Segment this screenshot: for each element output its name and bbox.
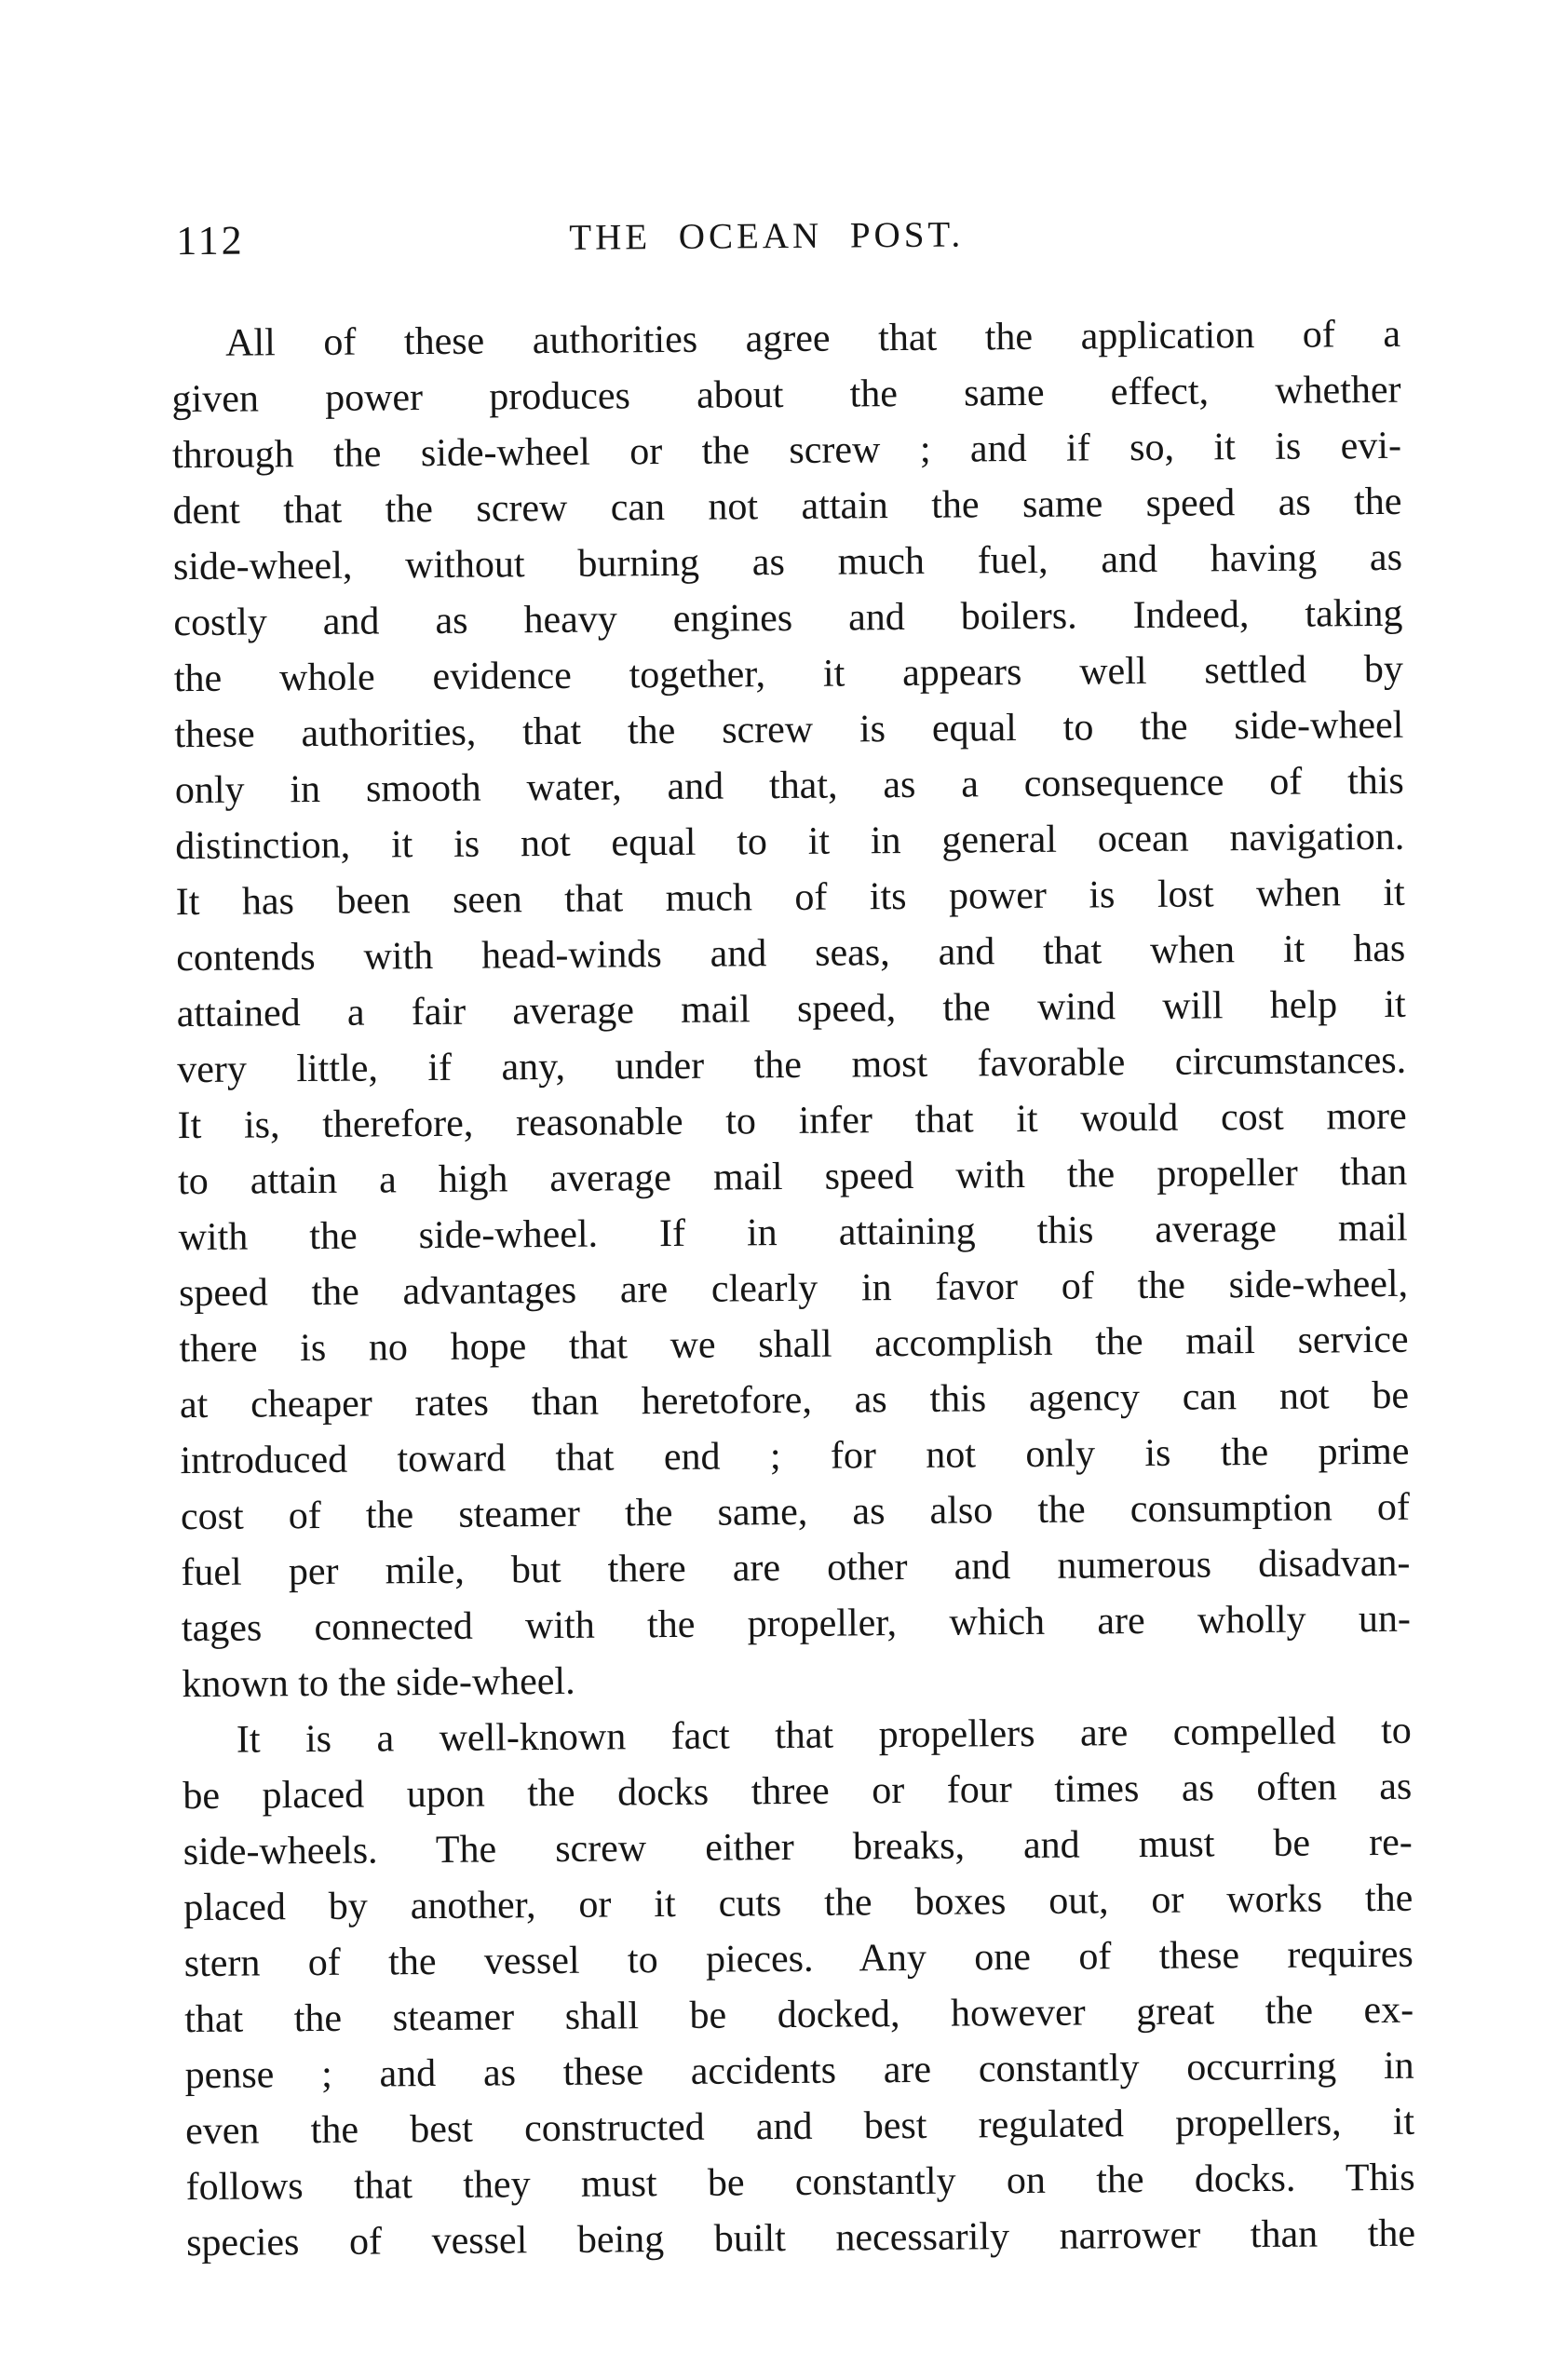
text-line: known to the side-wheel. (182, 1659, 575, 1707)
text-line: contends with head-winds and seas, and that when it has (176, 926, 1406, 980)
text-line: very little, if any, under the most favorable circumstances. (177, 1038, 1407, 1092)
text-line: placed by another, or it cuts the boxes out, or works the (183, 1876, 1414, 1930)
text-line: cost of the steamer the same, as also the consumption of (180, 1485, 1411, 1539)
text-line: at cheaper rates than heretofore, as this agency can not be (179, 1373, 1410, 1427)
text-line: even the best constructed and best regulated propellers, it (184, 2100, 1415, 2154)
page-content (170, 208, 1415, 2271)
paragraph (183, 1703, 1416, 2271)
text-line: pense ; and as these accidents are constantly occurring in (184, 2044, 1414, 2098)
page-header (170, 208, 1400, 264)
running-title: THE OCEAN POST. (569, 214, 965, 258)
body-text (171, 306, 1415, 2271)
text-line: distinction, it is not equal to it in general ocean navigation. (175, 815, 1405, 869)
text-line: It is, therefore, reasonable to infer that it would cost more (177, 1094, 1407, 1148)
text-line: species of vessel being built necessarily narrower than the (185, 2211, 1416, 2265)
text-line: tages connected with the propeller, which are wholly un- (181, 1597, 1412, 1651)
text-line: attained a fair average mail speed, the wind will help it (176, 982, 1406, 1036)
text-line: to attain a high average mail speed with the propeller than (177, 1150, 1408, 1204)
text-line: with the side-wheel. If in attaining this average mail (178, 1206, 1408, 1260)
text-line: be placed upon the docks three or four times as often as (183, 1765, 1413, 1819)
page-number: 112 (176, 217, 245, 264)
text-line: these authorities, that the screw is equal to the side-wheel (174, 703, 1404, 757)
text-line: side-wheels. The screw either breaks, and must be re- (183, 1820, 1413, 1874)
text-line: All of these authorities agree that the application of a (224, 312, 1401, 365)
text-line: It is a well-known fact that propellers are compelled to (236, 1709, 1413, 1762)
text-line: costly and as heavy engines and boilers. Indeed, taking (173, 591, 1403, 645)
text-line: given power produces about the same effect, whether (171, 368, 1401, 422)
text-line: speed the advantages are clearly in favor of the side-wheel, (178, 1262, 1409, 1316)
text-line: there is no hope that we shall accomplish the mail service (179, 1318, 1409, 1372)
text-line: stern of the vessel to pieces. Any one of these requires (183, 1932, 1414, 1986)
text-line: only in smooth water, and that, as a consequence of this (174, 759, 1404, 813)
text-line: introduced toward that end ; for not only is the prime (180, 1429, 1410, 1483)
paragraph (171, 306, 1412, 1712)
text-line: fuel per mile, but there are other and numerous disadvan- (181, 1541, 1411, 1595)
text-line: It has been seen that much of its power is lost when it (175, 871, 1405, 925)
text-line: that the steamer shall be docked, however great the ex- (184, 1988, 1414, 2042)
text-line: the whole evidence together, it appears well settled by (173, 647, 1404, 701)
text-line: follows that they must be constantly on the docks. This (185, 2156, 1415, 2210)
text-line: dent that the screw can not attain the same speed as the (172, 480, 1402, 534)
text-line: side-wheel, without burning as much fuel, and having as (172, 535, 1403, 589)
text-line: through the side-wheel or the screw ; and if so, it is evi- (171, 424, 1402, 478)
